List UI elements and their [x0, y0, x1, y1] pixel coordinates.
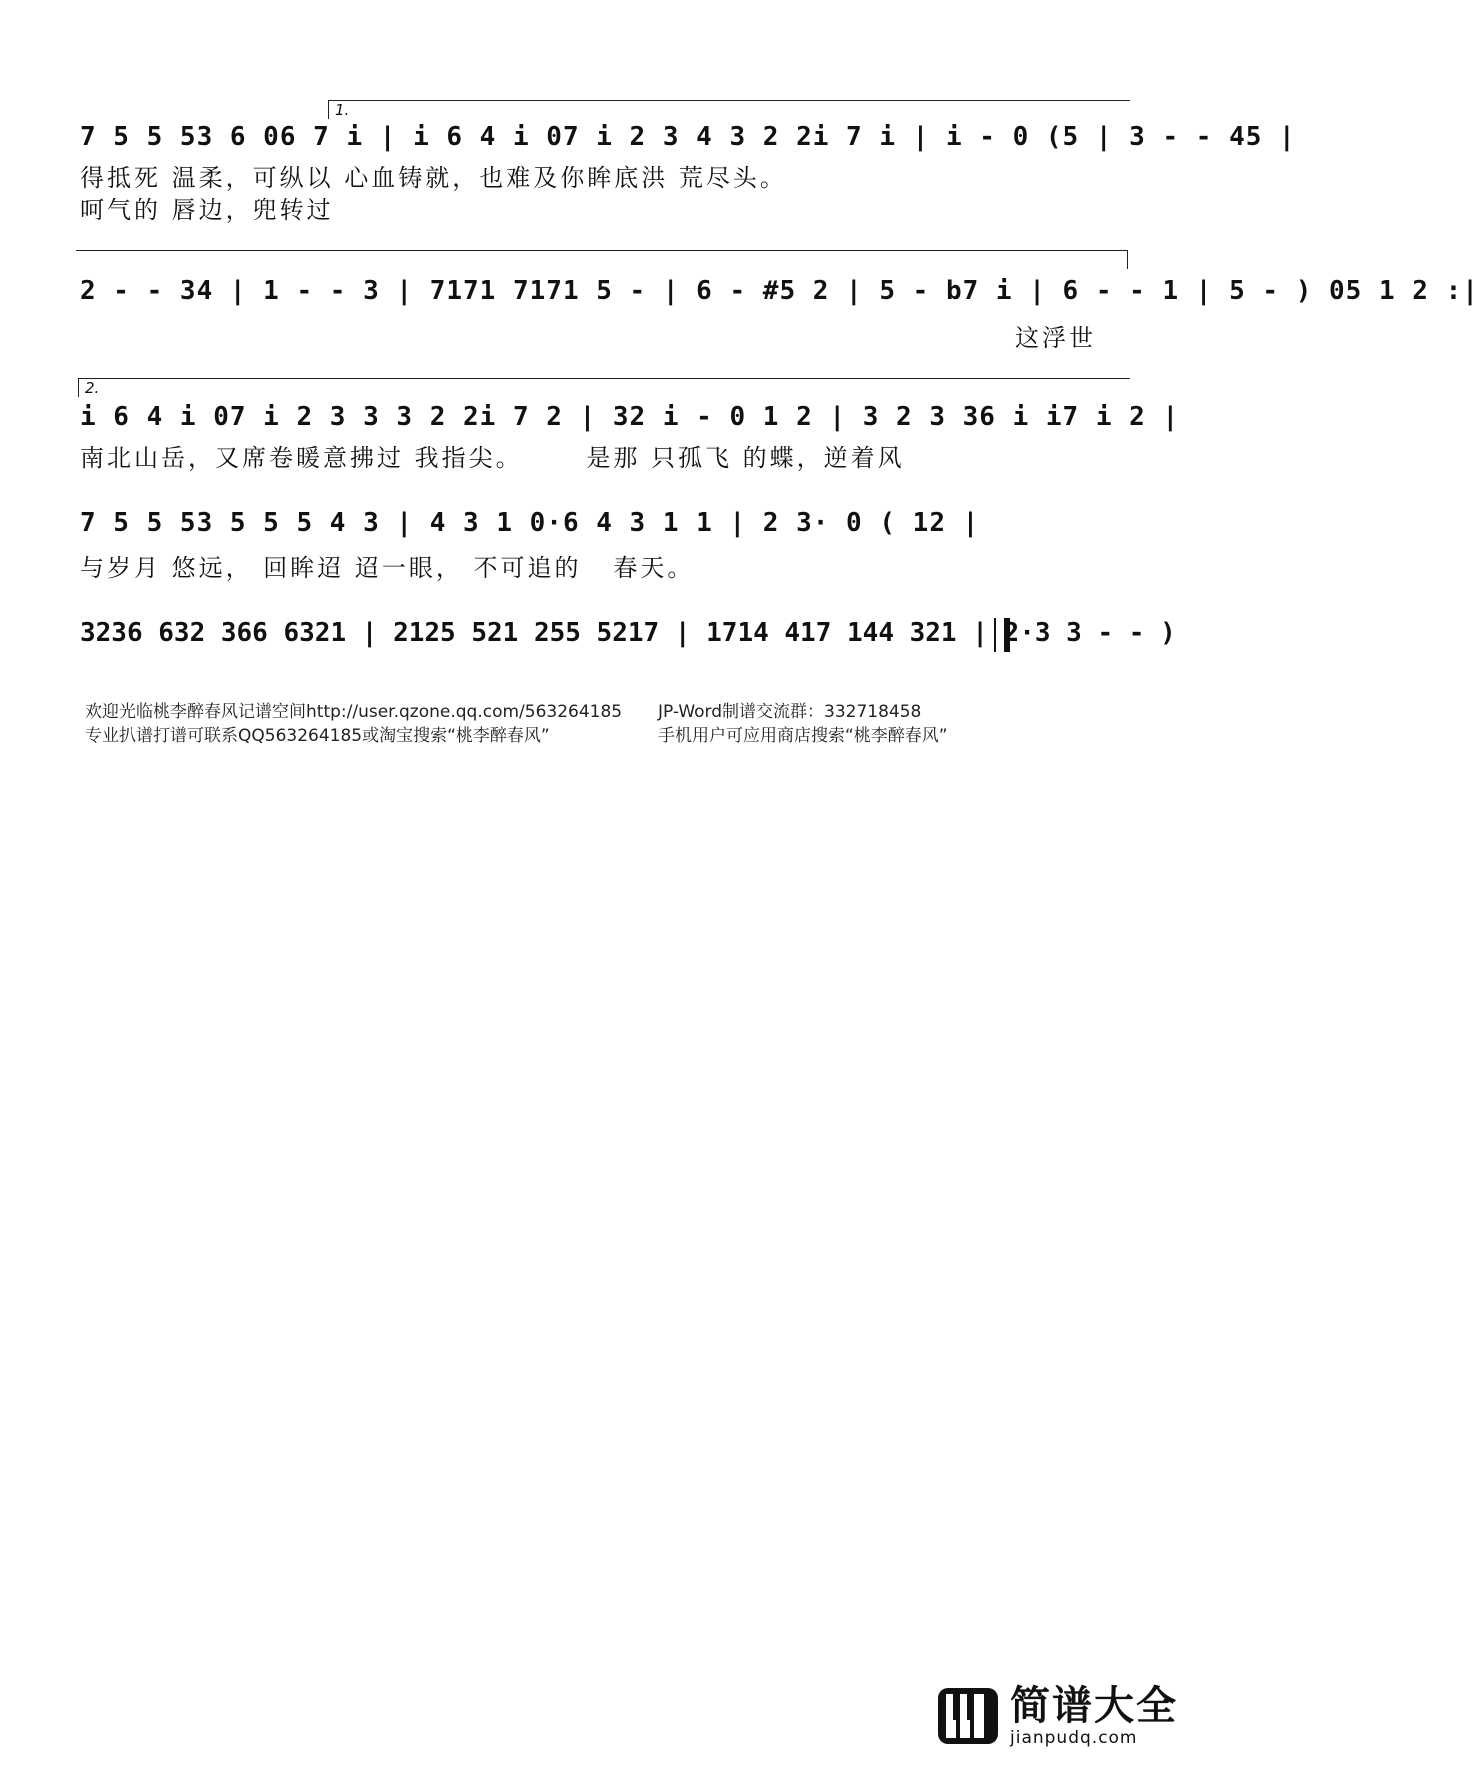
- notation-line: 7 5 5 53 5 5 5 4 3 | 4 3 1 0·6 4 3 1 1 | 2 3· 0 ( 12 |: [80, 508, 980, 538]
- footer-line-2-right: 手机用户可应用商店搜索“桃李醉春风”: [658, 726, 948, 746]
- notation-line: 7 5 5 53 6 06 7 i | i 6 4 i 07 i 2 3 4 3 2 2i 7 i | i - 0 (5 | 3 - - 45 |: [80, 122, 1296, 152]
- score-row-5: [80, 618, 1176, 678]
- score-row-4: [80, 508, 1120, 598]
- brand-name: 简谱大全: [1010, 1683, 1178, 1729]
- notation-line: 2 - - 34 | 1 - - 3 | 7171 7171 5 - | 6 - #5 2 | 5 - b7 i | 6 - - 1 | 5 - ) 05 1 2 :|: [80, 276, 1479, 306]
- score-row-1: [80, 100, 1296, 224]
- volta-1-bracket: [328, 100, 1130, 119]
- footer-line-2-left: 专业扒谱打谱可联系QQ563264185或淘宝搜索“桃李醉春风”: [85, 726, 550, 746]
- lyrics-verse-1: 与岁月 悠远， 回眸迢 迢一眼， 不可追的 春天。: [80, 554, 695, 582]
- volta-2-bracket: [78, 378, 1130, 397]
- piano-keys-icon: [936, 1686, 1000, 1746]
- notation-line: i 6 4 i 07 i 2 3 3 3 2 2i 7 2 | 32 i - 0 1 2 | 3 2 3 36 i i7 i 2 |: [80, 402, 1180, 432]
- brand-watermark: [936, 1684, 1178, 1748]
- lyrics-verse-1: 得抵死 温柔，可纵以 心血铸就，也难及你眸底洪 荒尽头。: [80, 164, 787, 192]
- score-row-2: [80, 250, 1479, 352]
- volta-1-label: 1.: [335, 101, 350, 119]
- score-row-3: [80, 378, 1180, 488]
- footer-line-1-right: JP-Word制谱交流群：332718458: [658, 702, 922, 722]
- brand-url: jianpudq.com: [1010, 1728, 1138, 1748]
- brand-text: [1010, 1684, 1178, 1748]
- lyrics-verse-2: 呵气的 唇边，兜转过: [80, 196, 334, 224]
- notation-line: 3236 632 366 6321 | 2125 521 255 5217 | 1714 417 144 321 | 2·3 3 - - ): [80, 618, 1176, 648]
- lyrics-verse-1: 南北山岳，又席卷暖意拂过 我指尖。 是那 只孤飞 的蝶，逆着风: [80, 444, 905, 472]
- final-barline: [994, 618, 1010, 652]
- footer-line-1-left: 欢迎光临桃李醉春风记谱空间http://user.qzone.qq.com/563264185: [85, 702, 623, 722]
- volta-1-end-bracket: [76, 250, 1128, 269]
- volta-2-label: 2.: [85, 379, 100, 397]
- lyrics-verse-1: 这浮世: [1015, 324, 1096, 352]
